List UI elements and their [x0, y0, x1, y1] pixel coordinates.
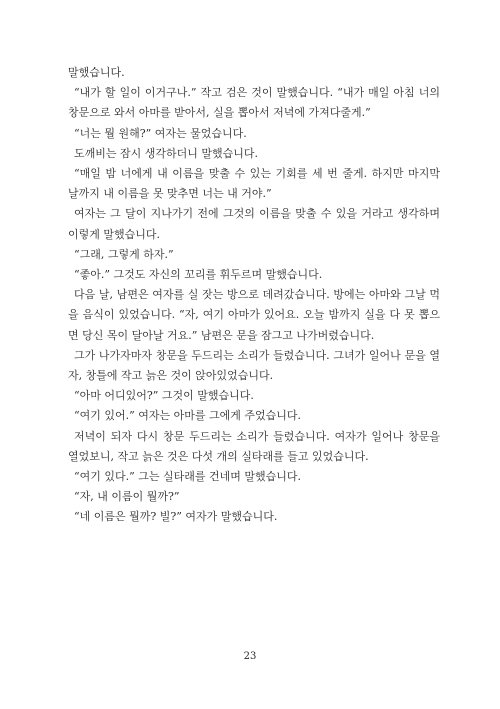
- page-number: 23: [243, 651, 257, 662]
- paragraph: “여기 있어.” 여자는 아마를 그에게 주었습니다.: [74, 409, 301, 423]
- paragraph: 도깨비는 잠시 생각하더니 말했습니다.: [74, 146, 259, 160]
- paragraph: “자, 내 이름이 뭘까?”: [74, 490, 180, 504]
- paragraph: “너는 뭘 원해?” 여자는 물었습니다.: [74, 126, 247, 140]
- paragraph: “좋아.” 그것도 자신의 꼬리를 휘두르며 말했습니다.: [74, 268, 323, 282]
- paragraph: 말했습니다.: [68, 66, 125, 79]
- paragraph: “매일 밤 너에게 내 이름을 맞출 수 있는 기회를 세 번 줄게. 하지만 마지막 날까지 내 이름을 못 맞추면 너는 내 거야.”: [68, 167, 440, 201]
- paragraph: “아마 어디있어?” 그것이 말했습니다.: [74, 389, 254, 403]
- paragraph: “여기 있다.” 그는 실타래를 건네며 말했습니다.: [74, 470, 301, 484]
- paragraph: “그래, 그렇게 하자.”: [74, 247, 174, 261]
- paragraph: “네 이름은 뭘까? 빌?” 여자가 말했습니다.: [74, 510, 278, 524]
- paragraph: 그가 나가자마자 창문을 두드리는 소리가 들렸습니다. 그녀가 일어나 문을 열자, 창틀에 작고 늙은 것이 앉아있었습니다.: [68, 348, 440, 383]
- paragraph: 저녁이 되자 다시 창문 두드리는 소리가 들렸습니다. 여자가 일어나 창문을 열었보니, 작고 늙은 것은 다섯 개의 실타래를 들고 있었습니다.: [68, 429, 440, 463]
- paragraph: “내가 할 일이 이거구나.” 작고 검은 것이 말했습니다. “내가 매일 아침 너의 창문으로 와서 아마를 받아서, 실을 뽑아서 저녁에 가져다줄게.”: [68, 86, 440, 120]
- body-text: [68, 63, 440, 528]
- paragraph: 여자는 그 달이 지나가기 전에 그것의 이름을 맞출 수 있을 거라고 생각하며 이렇게 말했습니다.: [68, 207, 440, 241]
- paragraph: 다음 날, 남편은 여자를 실 잣는 방으로 데려갔습니다. 방에는 아마와 그날 먹을 음식이 있었습니다. “자, 여기 아마가 있어요. 오늘 밤까지 실을 다 못 뽑으면 당신 목이 달아날 거요.” 남편은 문을 잠그고 나가버렸습니다.: [68, 288, 440, 342]
